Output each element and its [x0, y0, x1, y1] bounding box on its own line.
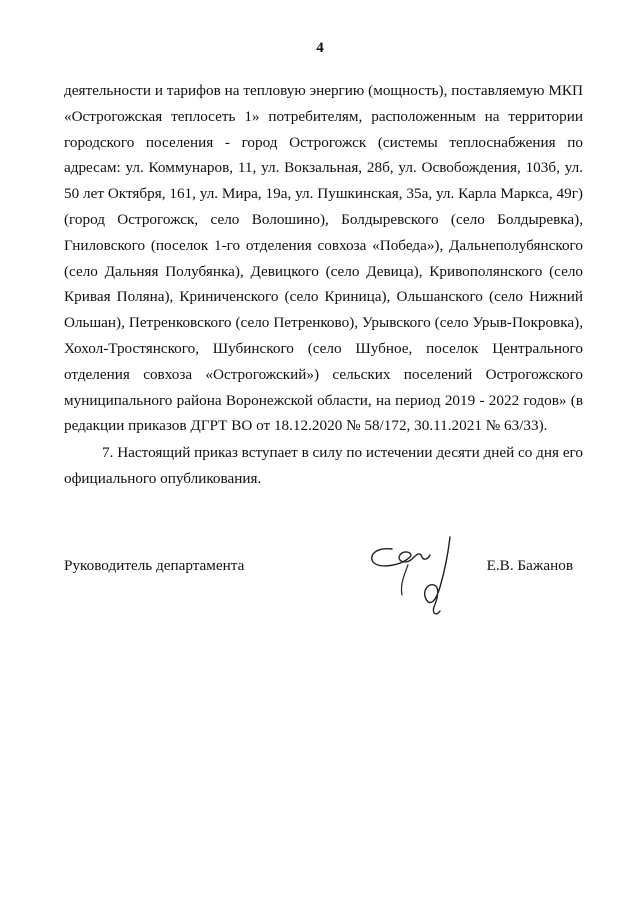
signer-name: Е.В. Бажанов [486, 557, 573, 574]
page-number: 4 [316, 40, 324, 56]
continued-paragraph: деятельности и тарифов на тепловую энергию (мощность), поставляемую МКП «Острогожская теплосеть 1» потребителям, расположенным на территории городского поселения - город Острогожск (системы теплоснабжения по адресам: ул. Коммунаров, 11, ул. Вокзальная, 28б, ул. Освобождения, 103б, ул. 50 лет Октября, 161, ул. Мира, 19а, ул. Пушкинская, 35а, ул. Карла Маркса, 49г) (город Острогожск, село Волошино), Болдыревского (село Болдыревка), Гниловского (поселок 1-го отделения совхоза «Победа»), Дальнеполубянского (село Дальняя Полубянка), Девицкого (село Девица), Кривополянского (село Кривая Поляна), Криниченского (село Криница), Ольшанского (село Нижний Ольшан), Петренковского (село Петренково), Урывского (село Урыв-Покровка), Хохол-Тростянского, Шубинского (село Шубное, поселок Центрального отделения совхоза «Острогожский») сельских поселений Острогожского муниципального района Воронежской области, на период 2019 - 2022 годов» (в редакции приказов ДГРТ ВО от 18.12.2020 № 58/172, 30.11.2021 № 63/33). [64, 82, 583, 435]
signature-block [64, 555, 583, 635]
clause-7-paragraph: 7. Настоящий приказ вступает в силу по истечении десяти дней со дня его официального опубликования. [64, 444, 583, 487]
signer-position: Руководитель департамента [64, 557, 245, 574]
document-body [64, 78, 583, 492]
handwritten-signature-icon [364, 535, 474, 645]
